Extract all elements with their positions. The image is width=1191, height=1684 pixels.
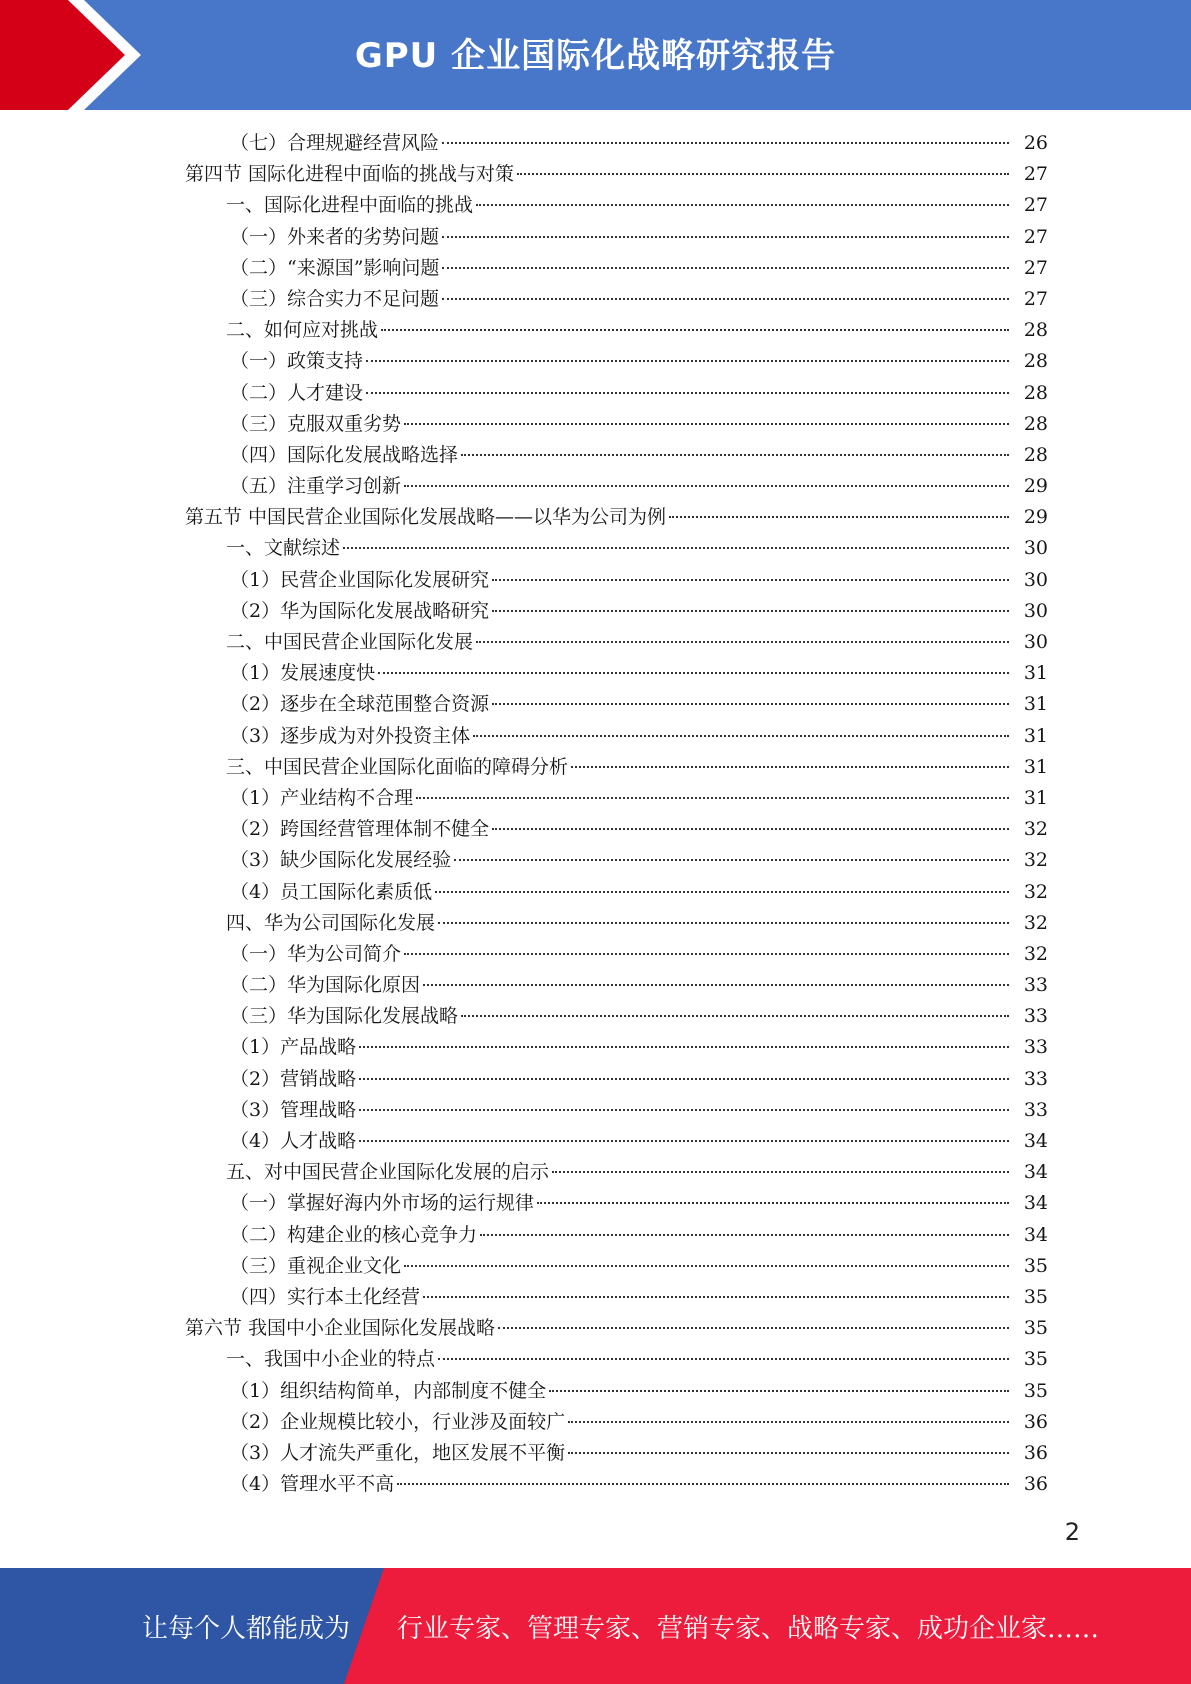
toc-dot-leader — [404, 484, 1009, 487]
toc-dot-leader — [473, 734, 1009, 737]
toc-entry-page: 36 — [1023, 1410, 1048, 1433]
toc-entry-page: 31 — [1023, 724, 1048, 747]
toc-dot-leader — [343, 546, 1009, 549]
toc-entry-label: （4）员工国际化素质低 — [230, 880, 433, 903]
toc-dot-leader — [416, 796, 1009, 799]
toc-entry-page: 28 — [1023, 350, 1048, 373]
toc-dot-leader — [537, 1201, 1009, 1204]
toc-entry-page: 30 — [1023, 599, 1048, 622]
toc-entry-page: 28 — [1023, 412, 1048, 435]
toc-dot-leader — [438, 1357, 1009, 1360]
toc-entry[interactable] — [0, 128, 1191, 159]
footer-roles: 行业专家、管理专家、营销专家、战略专家、成功企业家…… — [397, 1614, 1100, 1644]
toc-entry[interactable] — [0, 190, 1191, 221]
toc-entry-page: 34 — [1023, 1192, 1048, 1215]
toc-entry-page: 28 — [1023, 381, 1048, 404]
toc-dot-leader — [442, 141, 1009, 144]
toc-entry-label: （2）华为国际化发展战略研究 — [230, 599, 490, 622]
toc-dot-leader — [359, 1045, 1009, 1048]
toc-entry-label: 三、中国民营企业国际化面临的障碍分析 — [226, 755, 569, 778]
toc-dot-leader — [381, 328, 1009, 331]
toc-dot-leader — [571, 765, 1009, 768]
toc-entry[interactable] — [0, 1220, 1191, 1251]
toc-dot-leader — [476, 203, 1009, 206]
toc-entry-page: 35 — [1023, 1285, 1048, 1308]
toc-dot-leader — [492, 702, 1009, 705]
toc-dot-leader — [404, 422, 1009, 425]
toc-dot-leader — [404, 1264, 1009, 1267]
toc-dot-leader — [404, 952, 1009, 955]
toc-entry[interactable] — [0, 814, 1191, 845]
toc-entry[interactable] — [0, 409, 1191, 440]
toc-entry-label: （五）注重学习创新 — [230, 475, 402, 498]
toc-entry-label: （二）“来源国”影响问题 — [230, 256, 440, 279]
toc-entry-page: 32 — [1023, 942, 1048, 965]
toc-entry[interactable] — [0, 440, 1191, 471]
toc-entry-label: （2）逐步在全球范围整合资源 — [230, 693, 490, 716]
toc-entry-label: （1）发展速度快 — [230, 662, 376, 685]
toc-entry-label: （4）人才战略 — [230, 1130, 357, 1152]
toc-entry[interactable] — [0, 596, 1191, 627]
toc-entry-label: 二、如何应对挑战 — [226, 319, 379, 342]
toc-entry[interactable] — [0, 970, 1191, 1001]
toc-dot-leader — [442, 235, 1009, 238]
toc-entry-label: （二）人才建设 — [230, 381, 364, 404]
toc-entry[interactable] — [0, 1095, 1191, 1126]
toc-entry-label: （1）民营企业国际化发展研究 — [230, 568, 490, 591]
toc-entry-label: （三）华为国际化发展战略 — [230, 1005, 459, 1028]
toc-entry[interactable] — [0, 752, 1191, 783]
toc-entry-label: （七）合理规避经营风险 — [230, 132, 440, 154]
toc-entry-page: 36 — [1023, 1441, 1048, 1464]
toc-entry[interactable] — [0, 1407, 1191, 1438]
toc-entry[interactable] — [0, 346, 1191, 377]
toc-entry[interactable] — [0, 284, 1191, 315]
toc-entry-page: 36 — [1023, 1473, 1048, 1496]
toc-dot-leader — [435, 890, 1009, 893]
toc-entry-page: 27 — [1023, 163, 1048, 186]
toc-entry[interactable] — [0, 1126, 1191, 1157]
toc-entry-label: （三）克服双重劣势 — [230, 412, 402, 435]
toc-entry-label: （1）产品战略 — [230, 1036, 357, 1059]
toc-entry-label: （三）重视企业文化 — [230, 1254, 402, 1277]
toc-entry-label: （一）掌握好海内外市场的运行规律 — [230, 1192, 535, 1215]
toc-entry-page: 31 — [1023, 786, 1048, 809]
toc-entry-page: 28 — [1023, 319, 1048, 342]
toc-entry-label: （一）外来者的劣势问题 — [230, 225, 440, 248]
toc-entry[interactable] — [0, 222, 1191, 253]
toc-dot-leader — [454, 858, 1009, 861]
toc-entry-label: （3）人才流失严重化，地区发展不平衡 — [230, 1441, 566, 1464]
toc-dot-leader — [480, 1233, 1009, 1236]
toc-entry[interactable] — [0, 1344, 1191, 1375]
toc-entry-label: （1）组织结构简单，内部制度不健全 — [230, 1379, 547, 1402]
toc-entry-page: 33 — [1023, 1067, 1048, 1090]
toc-entry-page: 32 — [1023, 849, 1048, 872]
toc-entry-page: 27 — [1023, 287, 1048, 310]
toc-entry-label: （二）构建企业的核心竞争力 — [230, 1223, 478, 1246]
toc-dot-leader — [552, 1170, 1009, 1173]
toc-entry-page: 31 — [1023, 662, 1048, 685]
toc-entry-label: （四）国际化发展战略选择 — [230, 443, 459, 466]
toc-entry-page: 35 — [1023, 1348, 1048, 1371]
page-number: 2 — [1064, 1518, 1080, 1546]
toc-dot-leader — [498, 1326, 1009, 1329]
toc-entry-page: 32 — [1023, 911, 1048, 934]
toc-entry[interactable] — [0, 1313, 1191, 1344]
toc-entry-page: 27 — [1023, 194, 1048, 217]
toc-entry[interactable] — [0, 471, 1191, 502]
toc-entry-label: 第六节 我国中小企业国际化发展战略 — [185, 1317, 496, 1340]
toc-entry-page: 34 — [1023, 1223, 1048, 1246]
toc-entry[interactable] — [0, 1157, 1191, 1188]
toc-dot-leader — [568, 1451, 1009, 1454]
toc-entry[interactable] — [0, 1469, 1191, 1500]
toc-entry-label: （2）企业规模比较小，行业涉及面较广 — [230, 1410, 566, 1433]
toc-entry-page: 35 — [1023, 1379, 1048, 1402]
toc-entry[interactable] — [0, 877, 1191, 908]
toc-entry-page: 35 — [1023, 1254, 1048, 1277]
toc-entry-page: 33 — [1023, 1098, 1048, 1121]
toc-entry[interactable] — [0, 783, 1191, 814]
toc-entry-page: 33 — [1023, 1036, 1048, 1059]
toc-entry[interactable] — [0, 1376, 1191, 1407]
toc-entry-label: （一）华为公司简介 — [230, 942, 402, 965]
toc-entry[interactable] — [0, 689, 1191, 720]
toc-entry-label: 二、中国民营企业国际化发展 — [226, 631, 474, 653]
toc-entry-label: （3）逐步成为对外投资主体 — [230, 724, 471, 747]
toc-entry[interactable] — [0, 1064, 1191, 1095]
toc-entry-label: 五、对中国民营企业国际化发展的启示 — [226, 1161, 550, 1184]
toc-dot-leader — [423, 983, 1009, 986]
toc-entry[interactable] — [0, 1188, 1191, 1219]
toc-entry-page: 29 — [1023, 475, 1048, 498]
toc-entry-page: 34 — [1023, 1130, 1048, 1152]
toc-entry[interactable] — [0, 845, 1191, 876]
toc-entry[interactable] — [0, 1251, 1191, 1282]
toc-entry-page: 26 — [1023, 132, 1048, 154]
toc-entry-page: 29 — [1023, 506, 1048, 529]
toc-dot-leader — [442, 266, 1009, 269]
toc-entry[interactable] — [0, 253, 1191, 284]
toc-entry-label: 一、文献综述 — [226, 537, 341, 560]
toc-entry-label: （1）产业结构不合理 — [230, 786, 414, 809]
toc-entry-page: 35 — [1023, 1317, 1048, 1340]
toc-dot-leader — [423, 1295, 1009, 1298]
toc-dot-leader — [378, 671, 1009, 674]
toc-entry-page: 33 — [1023, 1005, 1048, 1028]
toc-entry[interactable] — [0, 159, 1191, 190]
toc-entry-label: （4）管理水平不高 — [230, 1473, 395, 1496]
toc-entry-page: 33 — [1023, 974, 1048, 997]
toc-entry-label: 一、国际化进程中面临的挑战 — [226, 194, 474, 217]
footer-slogan: 让每个人都能成为 — [142, 1614, 351, 1644]
toc-entry-label: （一）政策支持 — [230, 350, 364, 373]
toc-dot-leader — [492, 578, 1009, 581]
toc-entry[interactable] — [0, 721, 1191, 752]
toc-dot-leader — [366, 359, 1009, 362]
toc-dot-leader — [568, 1420, 1009, 1423]
toc-entry[interactable] — [0, 533, 1191, 564]
toc-entry[interactable] — [0, 1001, 1191, 1032]
table-of-contents — [0, 128, 1191, 1500]
toc-dot-leader — [492, 609, 1009, 612]
toc-entry[interactable] — [0, 1282, 1191, 1313]
toc-dot-leader — [461, 453, 1009, 456]
toc-dot-leader — [517, 172, 1009, 175]
toc-dot-leader — [397, 1482, 1009, 1485]
toc-entry-page: 32 — [1023, 880, 1048, 903]
toc-entry-page: 31 — [1023, 755, 1048, 778]
toc-entry[interactable] — [0, 565, 1191, 596]
toc-entry-page: 31 — [1023, 693, 1048, 716]
toc-entry-label: （四）实行本土化经营 — [230, 1285, 421, 1308]
toc-dot-leader — [476, 640, 1009, 643]
toc-entry-page: 30 — [1023, 537, 1048, 560]
toc-entry-label: 第五节 中国民营企业国际化发展战略——以华为公司为例 — [185, 506, 667, 529]
toc-dot-leader — [359, 1108, 1009, 1111]
toc-entry-page: 30 — [1023, 631, 1048, 653]
toc-dot-leader — [492, 827, 1009, 830]
toc-entry-page: 27 — [1023, 256, 1048, 279]
toc-entry-label: （二）华为国际化原因 — [230, 974, 421, 997]
page-footer — [0, 1568, 1191, 1684]
toc-entry-label: （3）管理战略 — [230, 1098, 357, 1121]
toc-entry[interactable] — [0, 1032, 1191, 1063]
toc-entry-label: （3）缺少国际化发展经验 — [230, 849, 452, 872]
report-title: GPU 企业国际化战略研究报告 — [354, 36, 837, 76]
toc-dot-leader — [442, 297, 1009, 300]
toc-entry-page: 30 — [1023, 568, 1048, 591]
toc-entry[interactable] — [0, 658, 1191, 689]
toc-dot-leader — [438, 921, 1009, 924]
toc-dot-leader — [549, 1389, 1009, 1392]
toc-entry[interactable] — [0, 1438, 1191, 1469]
toc-entry-label: 四、华为公司国际化发展 — [226, 911, 436, 934]
toc-entry-page: 28 — [1023, 443, 1048, 466]
toc-entry[interactable] — [0, 627, 1191, 658]
toc-entry-page: 34 — [1023, 1161, 1048, 1184]
toc-dot-leader — [669, 515, 1009, 518]
toc-entry-label: （2）跨国经营管理体制不健全 — [230, 818, 490, 841]
toc-entry-label: （2）营销战略 — [230, 1067, 357, 1090]
page-header — [0, 0, 1191, 110]
toc-entry[interactable] — [0, 315, 1191, 346]
toc-dot-leader — [461, 1014, 1009, 1017]
toc-entry-label: 第四节 国际化进程中面临的挑战与对策 — [185, 163, 515, 186]
toc-dot-leader — [366, 391, 1009, 394]
toc-dot-leader — [359, 1139, 1009, 1142]
toc-entry[interactable] — [0, 502, 1191, 533]
toc-entry[interactable] — [0, 908, 1191, 939]
toc-entry-label: 一、我国中小企业的特点 — [226, 1348, 436, 1371]
toc-entry-label: （三）综合实力不足问题 — [230, 287, 440, 310]
toc-entry-page: 27 — [1023, 225, 1048, 248]
toc-entry-page: 32 — [1023, 818, 1048, 841]
toc-dot-leader — [359, 1077, 1009, 1080]
toc-entry[interactable] — [0, 939, 1191, 970]
toc-entry[interactable] — [0, 378, 1191, 409]
